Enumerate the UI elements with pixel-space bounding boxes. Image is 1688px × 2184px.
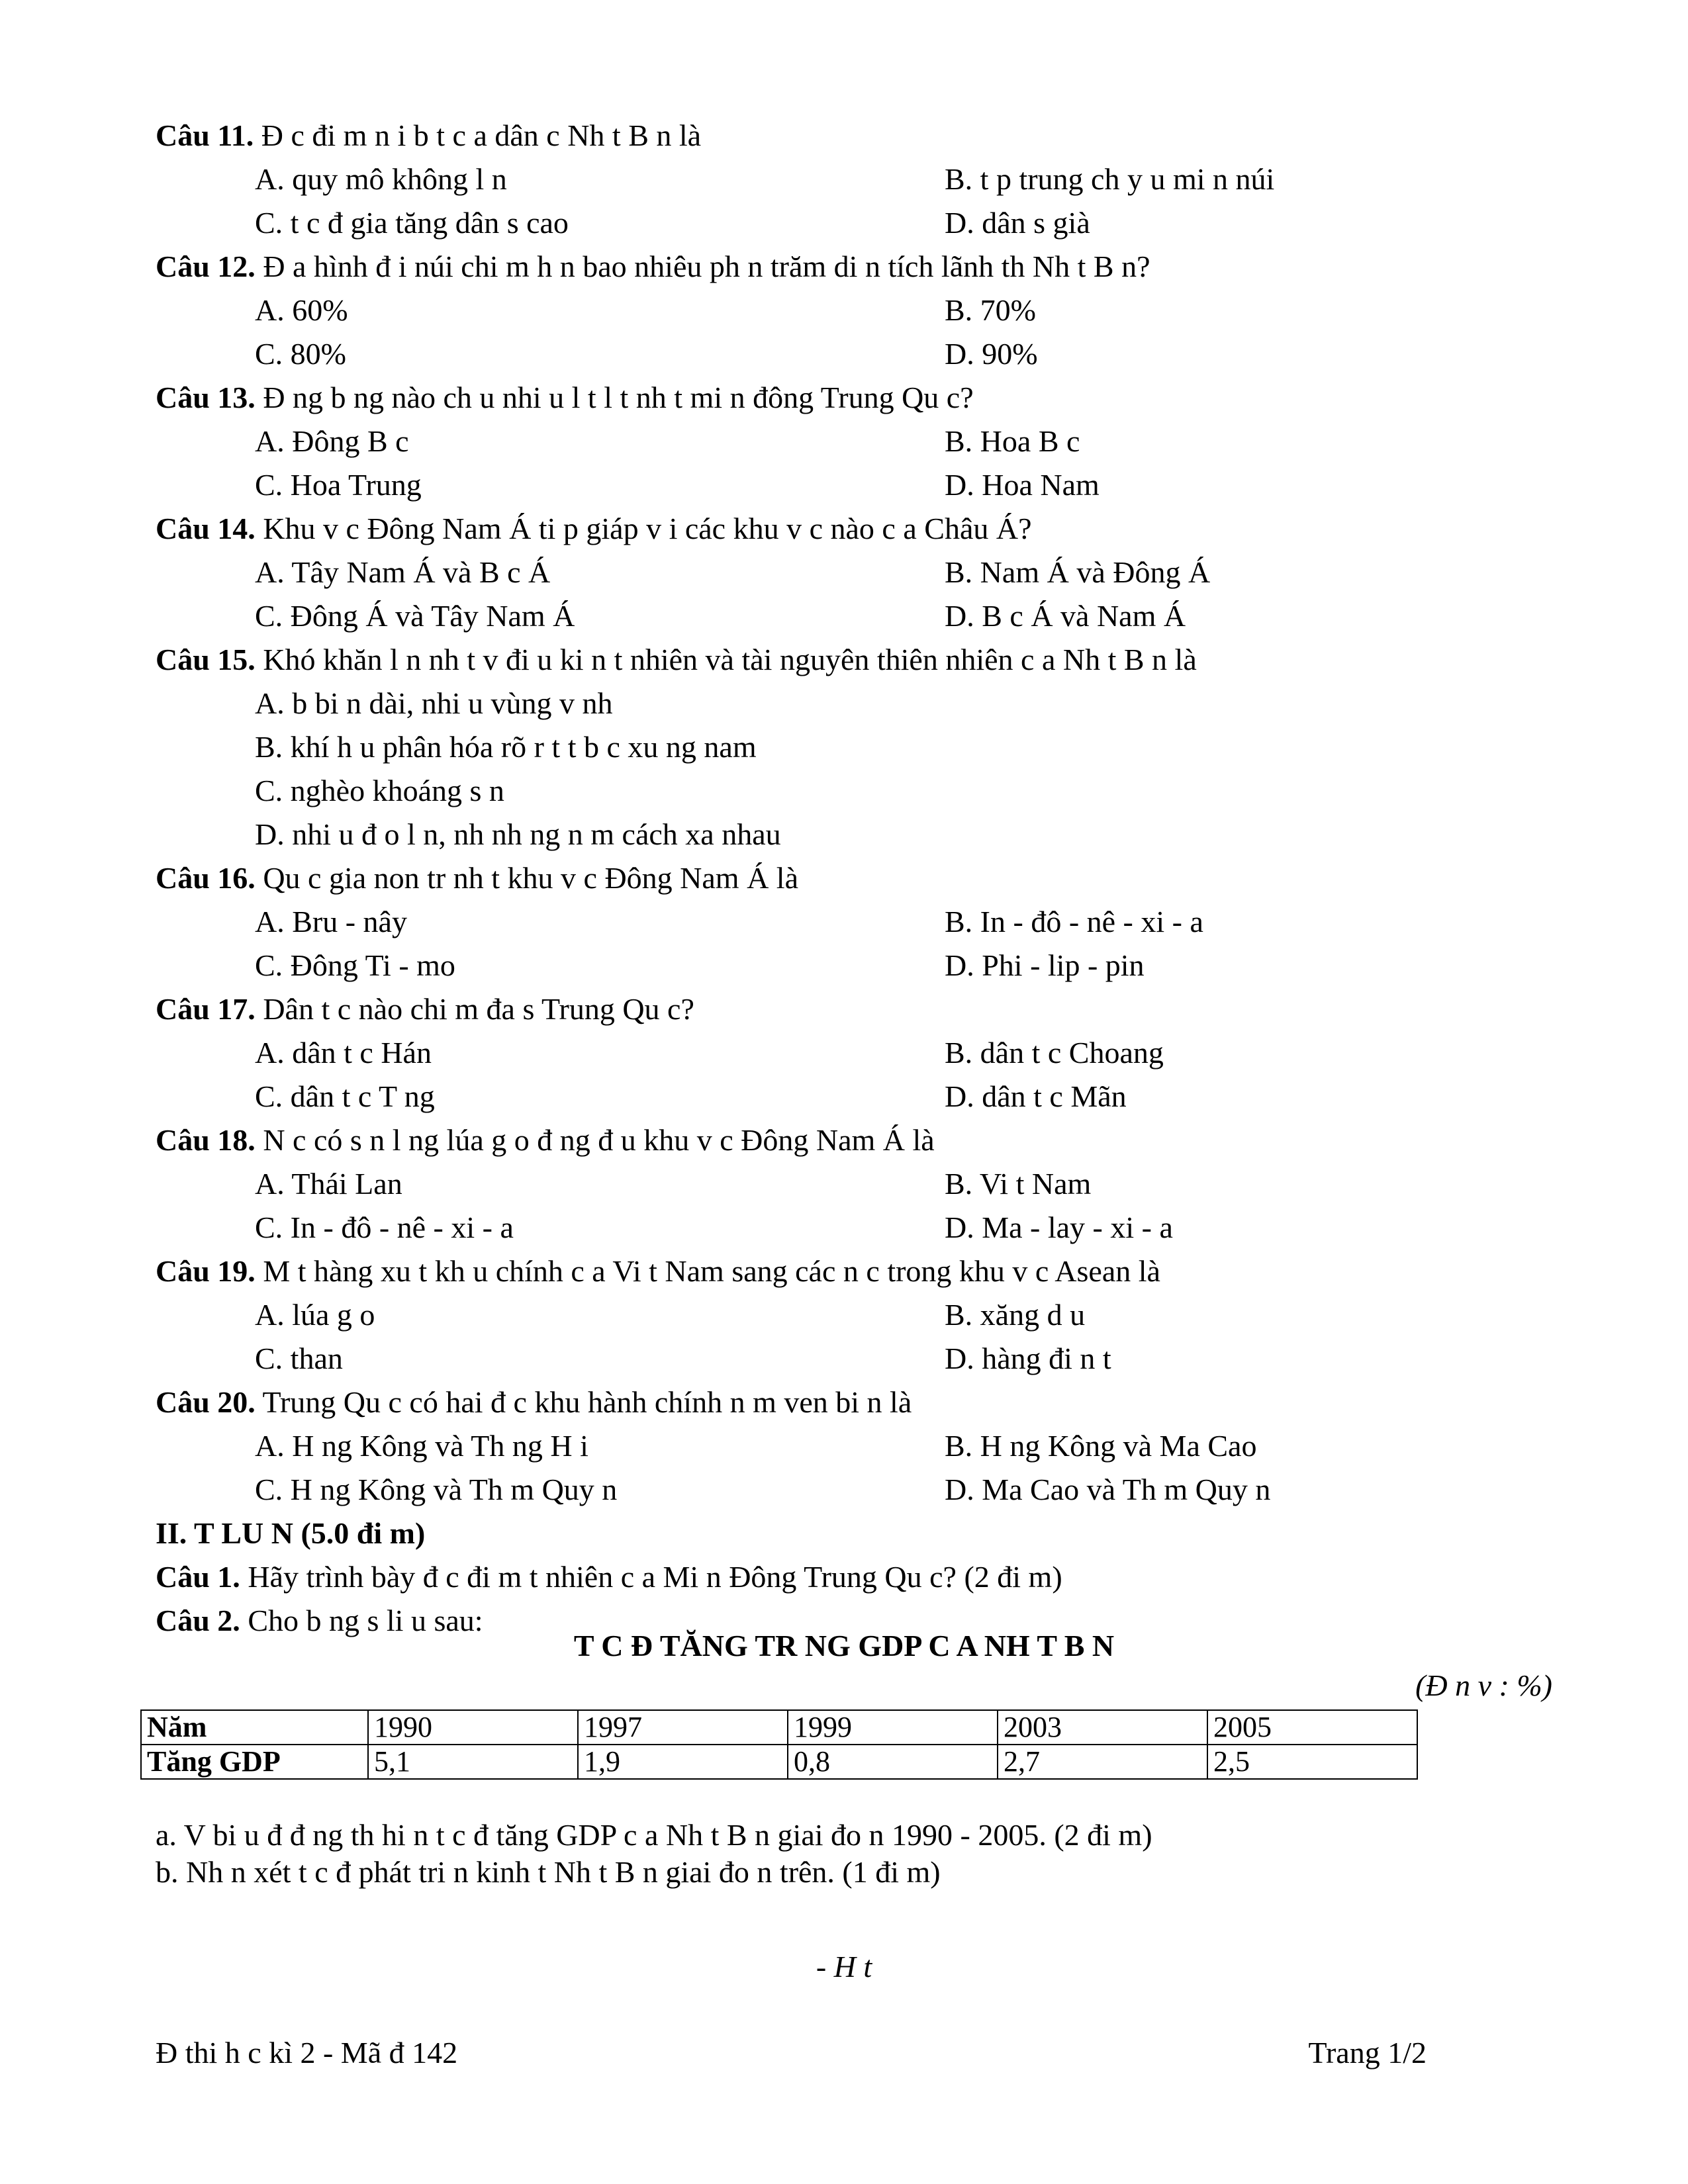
option-d: D. Ma Cao và Th m Quy n: [945, 1473, 1271, 1506]
section-title: II. T LU N (5.0 đi m): [156, 1516, 426, 1550]
option-c: C. dân t c T ng: [255, 1079, 435, 1113]
question-text: N c có s n l ng lúa g o đ ng đ u khu v c Đông Nam Á là: [255, 1123, 935, 1157]
option-b: B. In - đô - nê - xi - a: [945, 905, 1203, 938]
option-c: C. nghèo khoáng s n: [255, 774, 504, 807]
question-number: Câu 19.: [156, 1254, 256, 1288]
question-number: Câu 11.: [156, 118, 254, 152]
option-c: C. than: [255, 1342, 343, 1375]
question-number: Câu 15.: [156, 643, 256, 676]
option-a: A. 60%: [255, 293, 348, 327]
option-a: A. Thái Lan: [255, 1167, 402, 1201]
row-header: Năm: [141, 1710, 368, 1745]
table-row: [141, 1745, 1417, 1779]
question-number: Câu 18.: [156, 1123, 256, 1157]
option-a: A. H ng Kông và Th ng H i: [255, 1429, 588, 1463]
option-b: B. khí h u phân hóa rõ r t t b c xu ng nam: [255, 730, 757, 764]
option-a: A. Đông B c: [255, 424, 409, 458]
option-c: C. 80%: [255, 337, 346, 371]
question-12: [156, 248, 1150, 285]
gdp-table: [140, 1709, 1418, 1780]
question-text: Hãy trình bày đ c đi m t nhiên c a Mi n Đông Trung Qu c? (2 đi m): [240, 1560, 1062, 1594]
option-c: C. H ng Kông và Th m Quy n: [255, 1473, 618, 1506]
question-text: Dân t c nào chi m đa s Trung Qu c?: [255, 992, 694, 1026]
question-text: M t hàng xu t kh u chính c a Vi t Nam sang các n c trong khu v c Asean là: [255, 1254, 1160, 1288]
question-19: [156, 1253, 1160, 1290]
question-text: Đ a hình đ i núi chi m h n bao nhiêu ph n trăm di n tích lãnh th Nh t B n?: [255, 250, 1150, 283]
question-20: [156, 1384, 912, 1421]
option-a: A. lúa g o: [255, 1298, 375, 1332]
question-text: Cho b ng s li u sau:: [240, 1604, 483, 1637]
table-cell: 2,7: [998, 1745, 1207, 1779]
option-d: D. dân t c Mãn: [945, 1079, 1127, 1113]
question-text: Khu v c Đông Nam Á ti p giáp v i các khu v c nào c a Châu Á?: [255, 512, 1032, 545]
row-header: Tăng GDP: [141, 1745, 368, 1779]
question-11: [156, 117, 701, 154]
table-cell: 1990: [368, 1710, 578, 1745]
option-a: A. Tây Nam Á và B c Á: [255, 555, 551, 589]
option-b: B. dân t c Choang: [945, 1036, 1164, 1069]
footer-exam-code: Đ thi h c kì 2 - Mã đ 142: [156, 2036, 458, 2070]
option-d: D. Ma - lay - xi - a: [945, 1210, 1173, 1244]
option-a: A. quy mô không l n: [255, 162, 507, 196]
end-mark: - H t: [816, 1950, 872, 1983]
question-text: Đ c đi m n i b t c a dân c Nh t B n là: [254, 118, 702, 152]
option-d: D. 90%: [945, 337, 1038, 371]
table-cell: 1997: [578, 1710, 788, 1745]
option-d: D. dân s già: [945, 206, 1090, 240]
table-cell: 5,1: [368, 1745, 578, 1779]
question-number: Câu 2.: [156, 1604, 240, 1637]
option-b: B. Nam Á và Đông Á: [945, 555, 1211, 589]
table-cell: 2003: [998, 1710, 1207, 1745]
option-b: B. Hoa B c: [945, 424, 1080, 458]
option-d: D. hàng đi n t: [945, 1342, 1111, 1375]
question-17: [156, 991, 694, 1028]
question-number: Câu 1.: [156, 1560, 240, 1594]
table-cell: 0,8: [788, 1745, 998, 1779]
sub-question-a: a. V bi u đ đ ng th hi n t c đ tăng GDP c a Nh t B n giai đo n 1990 - 2005. (2 đi m): [156, 1818, 1152, 1852]
question-number: Câu 16.: [156, 861, 256, 895]
question-16: [156, 860, 798, 897]
option-b: B. H ng Kông và Ma Cao: [945, 1429, 1257, 1463]
sub-question-b: b. Nh n xét t c đ phát tri n kinh t Nh t B n giai đo n trên. (1 đi m): [156, 1855, 941, 1889]
question-text: Đ ng b ng nào ch u nhi u l t l t nh t mi n đông Trung Qu c?: [255, 381, 974, 414]
question-14: [156, 510, 1032, 547]
table-row: [141, 1710, 1417, 1745]
question-text: Qu c gia non tr nh t khu v c Đông Nam Á là: [255, 861, 798, 895]
option-c: C. t c đ gia tăng dân s cao: [255, 206, 569, 240]
table-cell: 2005: [1207, 1710, 1417, 1745]
question-number: Câu 14.: [156, 512, 256, 545]
question-number: Câu 20.: [156, 1385, 256, 1419]
option-b: B. xăng d u: [945, 1298, 1086, 1332]
option-d: D. Hoa Nam: [945, 468, 1100, 502]
option-a: A. Bru - nây: [255, 905, 407, 938]
table-cell: 1,9: [578, 1745, 788, 1779]
option-c: C. Hoa Trung: [255, 468, 422, 502]
question-number: Câu 13.: [156, 381, 256, 414]
question-18: [156, 1122, 935, 1159]
question-15: [156, 641, 1197, 678]
option-c: C. In - đô - nê - xi - a: [255, 1210, 514, 1244]
essay-question-1: [156, 1559, 1062, 1596]
option-b: B. Vi t Nam: [945, 1167, 1092, 1201]
option-b: B. t p trung ch y u mi n núi: [945, 162, 1275, 196]
table-cell: 1999: [788, 1710, 998, 1745]
question-number: Câu 17.: [156, 992, 256, 1026]
footer-page-number: Trang 1/2: [1308, 2036, 1427, 2070]
table-title: T C Đ TĂNG TR NG GDP C A NH T B N: [573, 1629, 1115, 1662]
option-a: A. dân t c Hán: [255, 1036, 432, 1069]
table-cell: 2,5: [1207, 1745, 1417, 1779]
option-d: D. nhi u đ o l n, nh nh ng n m cách xa nhau: [255, 817, 781, 851]
option-d: D. B c Á và Nam Á: [945, 599, 1186, 633]
option-c: C. Đông Ti - mo: [255, 948, 455, 982]
question-text: Trung Qu c có hai đ c khu hành chính n m ven bi n là: [255, 1385, 912, 1419]
question-13: [156, 379, 974, 416]
question-number: Câu 12.: [156, 250, 256, 283]
option-c: C. Đông Á và Tây Nam Á: [255, 599, 575, 633]
option-b: B. 70%: [945, 293, 1036, 327]
question-text: Khó khăn l n nh t v đi u ki n t nhiên và tài nguyên thiên nhiên c a Nh t B n là: [255, 643, 1197, 676]
table-unit: (Đ n v : %): [1415, 1668, 1552, 1702]
option-a: A. b bi n dài, nhi u vùng v nh: [255, 686, 613, 720]
option-d: D. Phi - lip - pin: [945, 948, 1145, 982]
